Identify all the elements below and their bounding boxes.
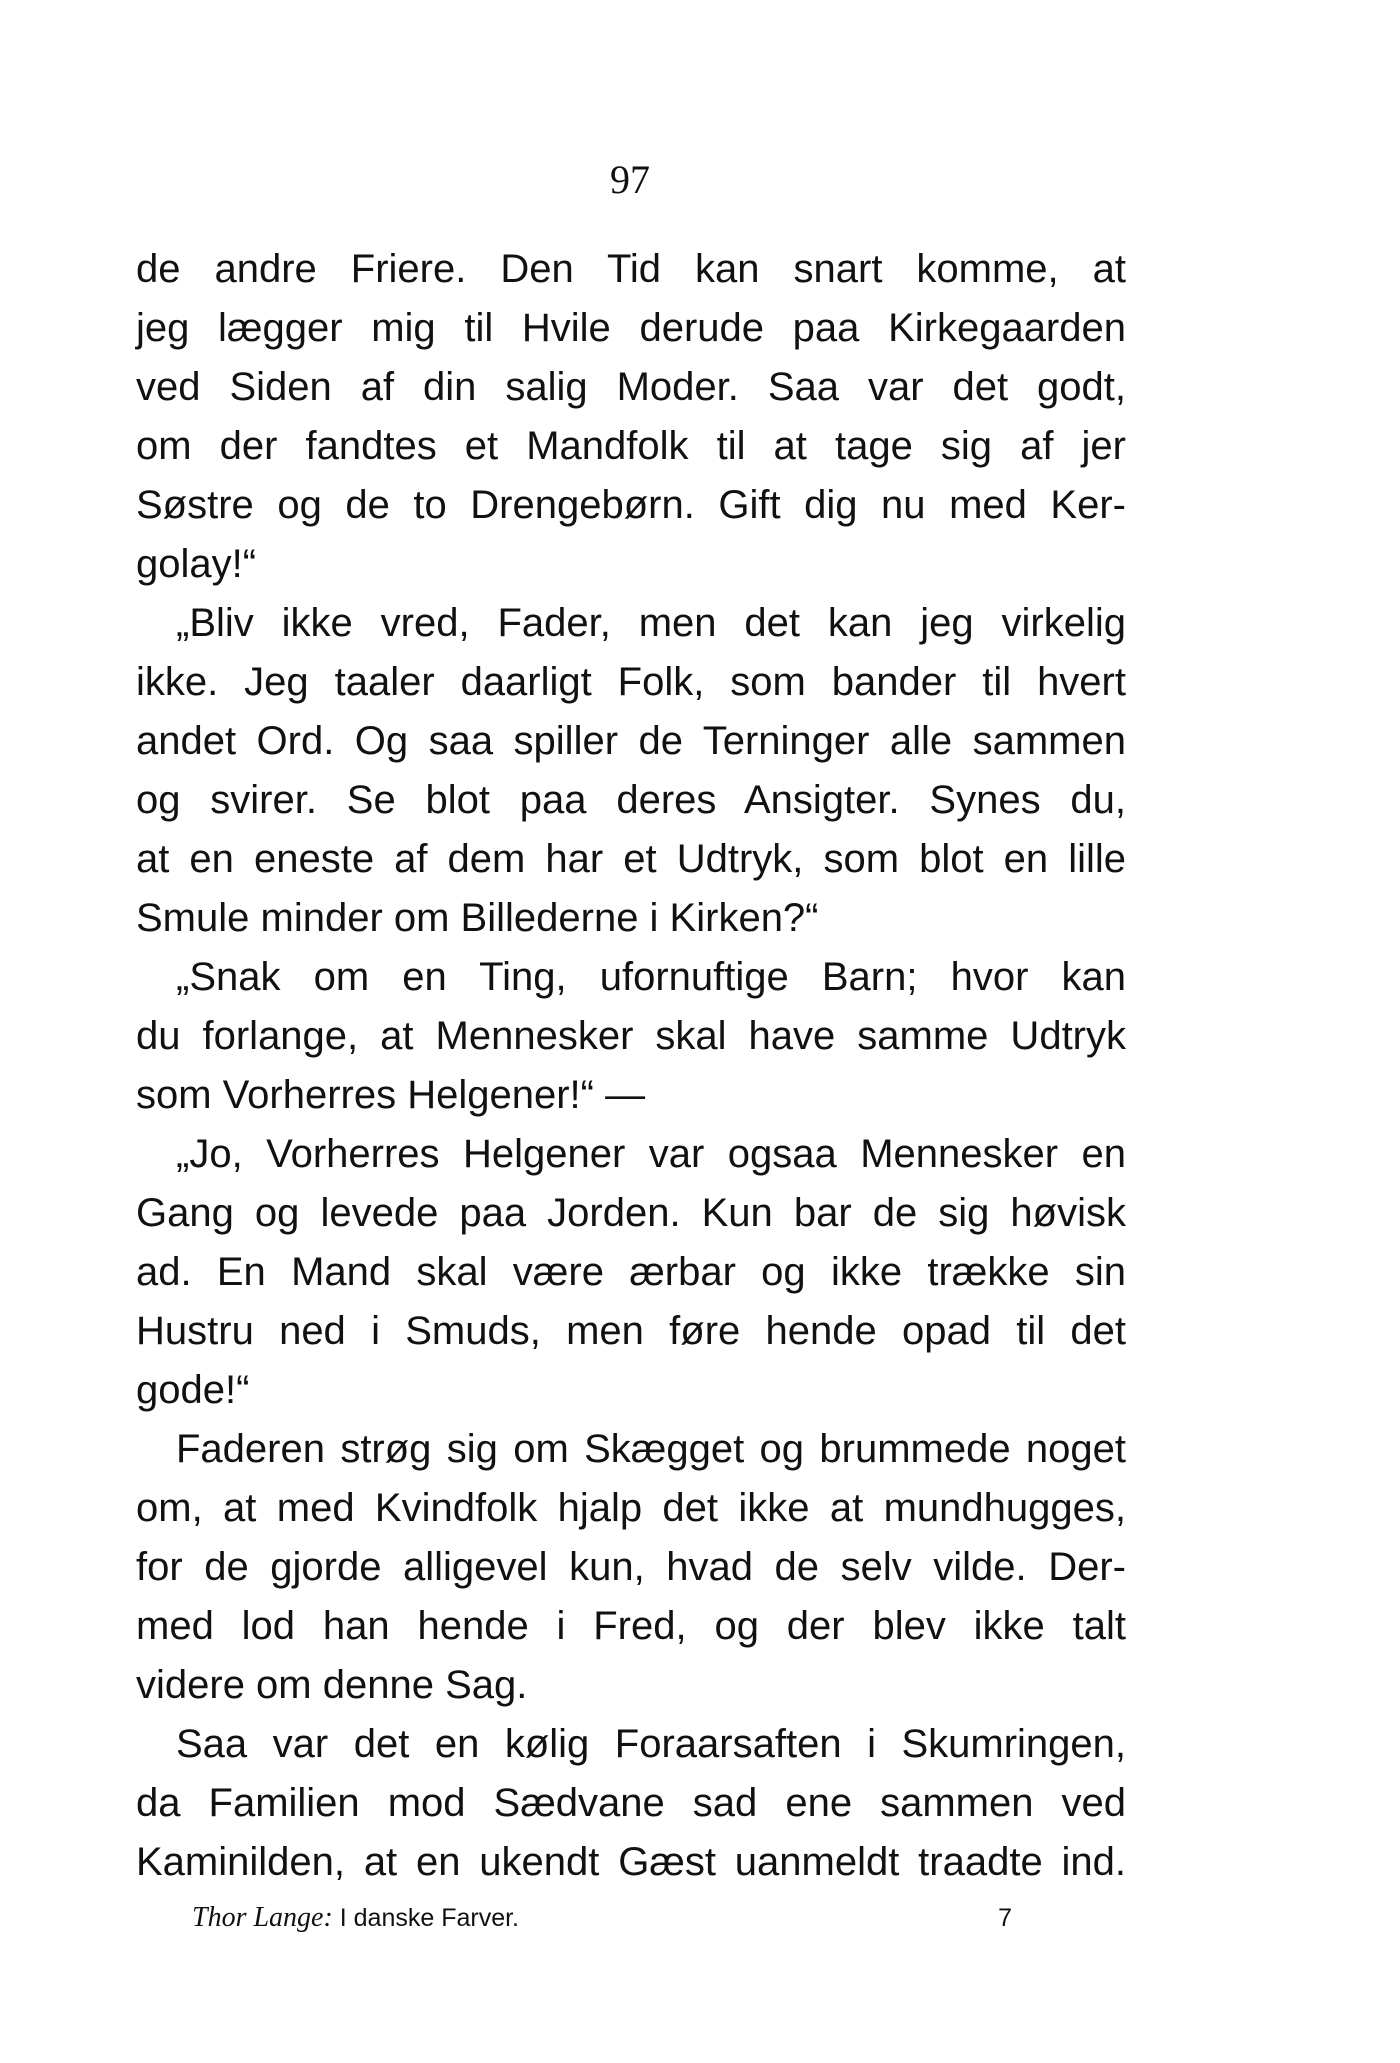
footer-author: Thor Lange: [192,1902,333,1933]
text-line: Søstre og de to Drengebørn. Gift dig nu med Ker- [136,483,1126,527]
text-line: gode!“ [136,1368,250,1412]
text-line: Saa var det en kølig Foraarsaften i Skumringen, [176,1722,1126,1766]
text-line: Hustru ned i Smuds, men føre hende opad til det [136,1309,1126,1353]
text-line: om der fandtes et Mandfolk til at tage sig af jer [136,424,1126,468]
text-line: „Snak om en Ting, ufornuftige Barn; hvor kan [176,955,1126,999]
text-line: ikke. Jeg taaler daarligt Folk, som bander til hvert [136,660,1126,704]
text-line: „Jo, Vorherres Helgener var ogsaa Mennesker en [176,1132,1126,1176]
text-line: med lod han hende i Fred, og der blev ikke talt [136,1604,1126,1648]
text-line: „Bliv ikke vred, Fader, men det kan jeg virkelig [176,601,1126,645]
text-line: ved Siden af din salig Moder. Saa var det godt, [136,365,1126,409]
footer-signature: 7 [998,1904,1012,1932]
body-text [136,240,1126,1892]
text-line: Faderen strøg sig om Skægget og brummede noget [176,1427,1126,1471]
text-line: golay!“ [136,542,257,586]
text-line: Kaminilden, at en ukendt Gæst uanmeldt traadte ind. [136,1840,1126,1884]
footer-book-title: I danske Farver. [339,1904,519,1932]
page-number: 97 [610,157,650,202]
text-line: om, at med Kvindfolk hjalp det ikke at mundhugges, [136,1486,1126,1530]
text-line: jeg lægger mig til Hvile derude paa Kirkegaarden [136,306,1126,350]
text-line: da Familien mod Sædvane sad ene sammen ved [136,1781,1126,1825]
text-line: du forlange, at Mennesker skal have samme Udtryk [136,1014,1126,1058]
text-line: at en eneste af dem har et Udtryk, som blot en lille [136,837,1126,881]
text-line: andet Ord. Og saa spiller de Terninger alle sammen [136,719,1126,763]
text-line: Smule minder om Billederne i Kirken?“ [136,896,819,940]
text-line: og svirer. Se blot paa deres Ansigter. Synes du, [136,778,1126,822]
text-line: for de gjorde alligevel kun, hvad de selv vilde. Der- [136,1545,1126,1589]
text-line: ad. En Mand skal være ærbar og ikke trække sin [136,1250,1126,1294]
page-footer [192,1898,1012,1938]
text-line: som Vorherres Helgener!“ — [136,1073,646,1117]
text-line: de andre Friere. Den Tid kan snart komme, at [136,247,1126,291]
text-line: videre om denne Sag. [136,1663,528,1707]
text-line: Gang og levede paa Jorden. Kun bar de sig høvisk [136,1191,1126,1235]
